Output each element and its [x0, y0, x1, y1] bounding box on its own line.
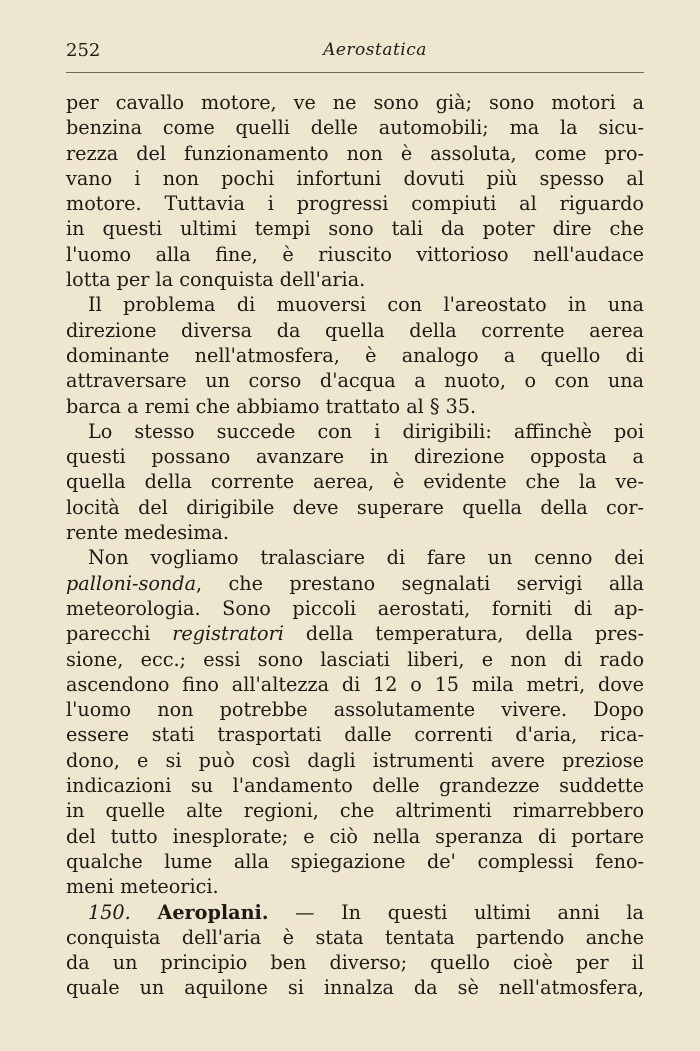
text-line: direzione diversa da quella della corrente aerea [66, 318, 644, 342]
text-line: l'uomo non potrebbe assolutamente vivere. Dopo [66, 698, 644, 722]
section-number: 150. [88, 900, 131, 924]
text-line: in questi ultimi tempi sono tali da poter dire che [66, 217, 644, 241]
text-line: Non vogliamo tralasciare di fare un cenno dei [88, 546, 644, 570]
section-title: Aeroplani. [157, 900, 269, 924]
text-line: dono, e si può così dagli istrumenti avere preziose [66, 748, 644, 772]
text-line [66, 621, 644, 646]
text-line: questi possano avanzare in direzione opposta a [66, 445, 644, 469]
text-line: da un principio ben diverso; quello cioè per il [66, 951, 644, 975]
text-fragment: — In questi ultimi anni la [268, 900, 644, 924]
paragraph-5 [66, 900, 644, 1001]
page-header [66, 38, 644, 64]
text-line [66, 900, 644, 925]
text-line: essere stati trasportati dalle correnti d'aria, rica- [66, 723, 644, 747]
text-fragment: parecchi [66, 622, 173, 646]
text-line: Lo stesso succede con i dirigibili: affinchè poi [88, 419, 644, 443]
text-line: motore. Tuttavia i progressi compiuti al riguardo [66, 192, 644, 216]
header-rule [66, 72, 644, 73]
page-number: 252 [66, 40, 101, 61]
text-line: qualche lume alla spiegazione de' complessi feno- [66, 849, 644, 873]
body-text [66, 90, 644, 1001]
text-line: quale un aquilone si innalza da sè nell'atmosfera, [66, 976, 644, 1000]
text-line: sione, ecc.; essi sono lasciati liberi, e non di rado [66, 647, 644, 671]
text-line: ascendono fino all'altezza di 12 o 15 mila metri, dove [66, 672, 644, 696]
text-line [66, 571, 644, 596]
text-line: rente medesima. [66, 521, 229, 545]
paragraph-3 [66, 419, 644, 545]
term-registratori: registratori [172, 622, 284, 646]
paragraph-2 [66, 292, 644, 418]
running-title: Aerostatica [323, 40, 427, 60]
text-line: barca a remi che abbiamo trattato al § 35. [66, 394, 477, 418]
text-line: vano i non pochi infortuni dovuti più spesso al [66, 166, 644, 190]
text-line: indicazioni su l'andamento delle grandezze suddette [66, 774, 644, 798]
text-line: locità del dirigibile deve superare quella della cor- [66, 495, 644, 519]
text-line: in quelle alte regioni, che altrimenti rimarrebbero [66, 799, 644, 823]
text-line: conquista dell'aria è stata tentata partendo anche [66, 925, 644, 949]
text-line: benzina come quelli delle automobili; ma la sicu- [66, 116, 644, 140]
text-line: per cavallo motore, ve ne sono già; sono motori a [66, 91, 644, 114]
term-palloni-sonda: palloni-sonda [66, 571, 197, 595]
text-line: del tutto inesplorate; e ciò nella speranza di portare [66, 824, 644, 848]
text-fragment: , che prestano segnalati servigi alla [196, 571, 644, 595]
text-fragment: della temperatura, della pres- [283, 622, 644, 646]
paragraph-4 [66, 545, 644, 899]
text-line: lotta per la conquista dell'aria. [66, 268, 366, 292]
text-line: rezza del funzionamento non è assoluta, come pro- [66, 141, 644, 165]
text-line: meteorologia. Sono piccoli aerostati, forniti di ap- [66, 596, 644, 620]
text-line: Il problema di muoversi con l'areostato in una [88, 293, 644, 317]
text-line: attraversare un corso d'acqua a nuoto, o con una [66, 369, 644, 393]
text-line: dominante nell'atmosfera, è analogo a quello di [66, 343, 644, 367]
paragraph-1 [66, 90, 644, 292]
text-line: meni meteorici. [66, 875, 219, 899]
text-line: quella della corrente aerea, è evidente che la ve- [66, 470, 644, 494]
text-line: l'uomo alla fine, è riuscito vittorioso nell'audace [66, 242, 644, 266]
